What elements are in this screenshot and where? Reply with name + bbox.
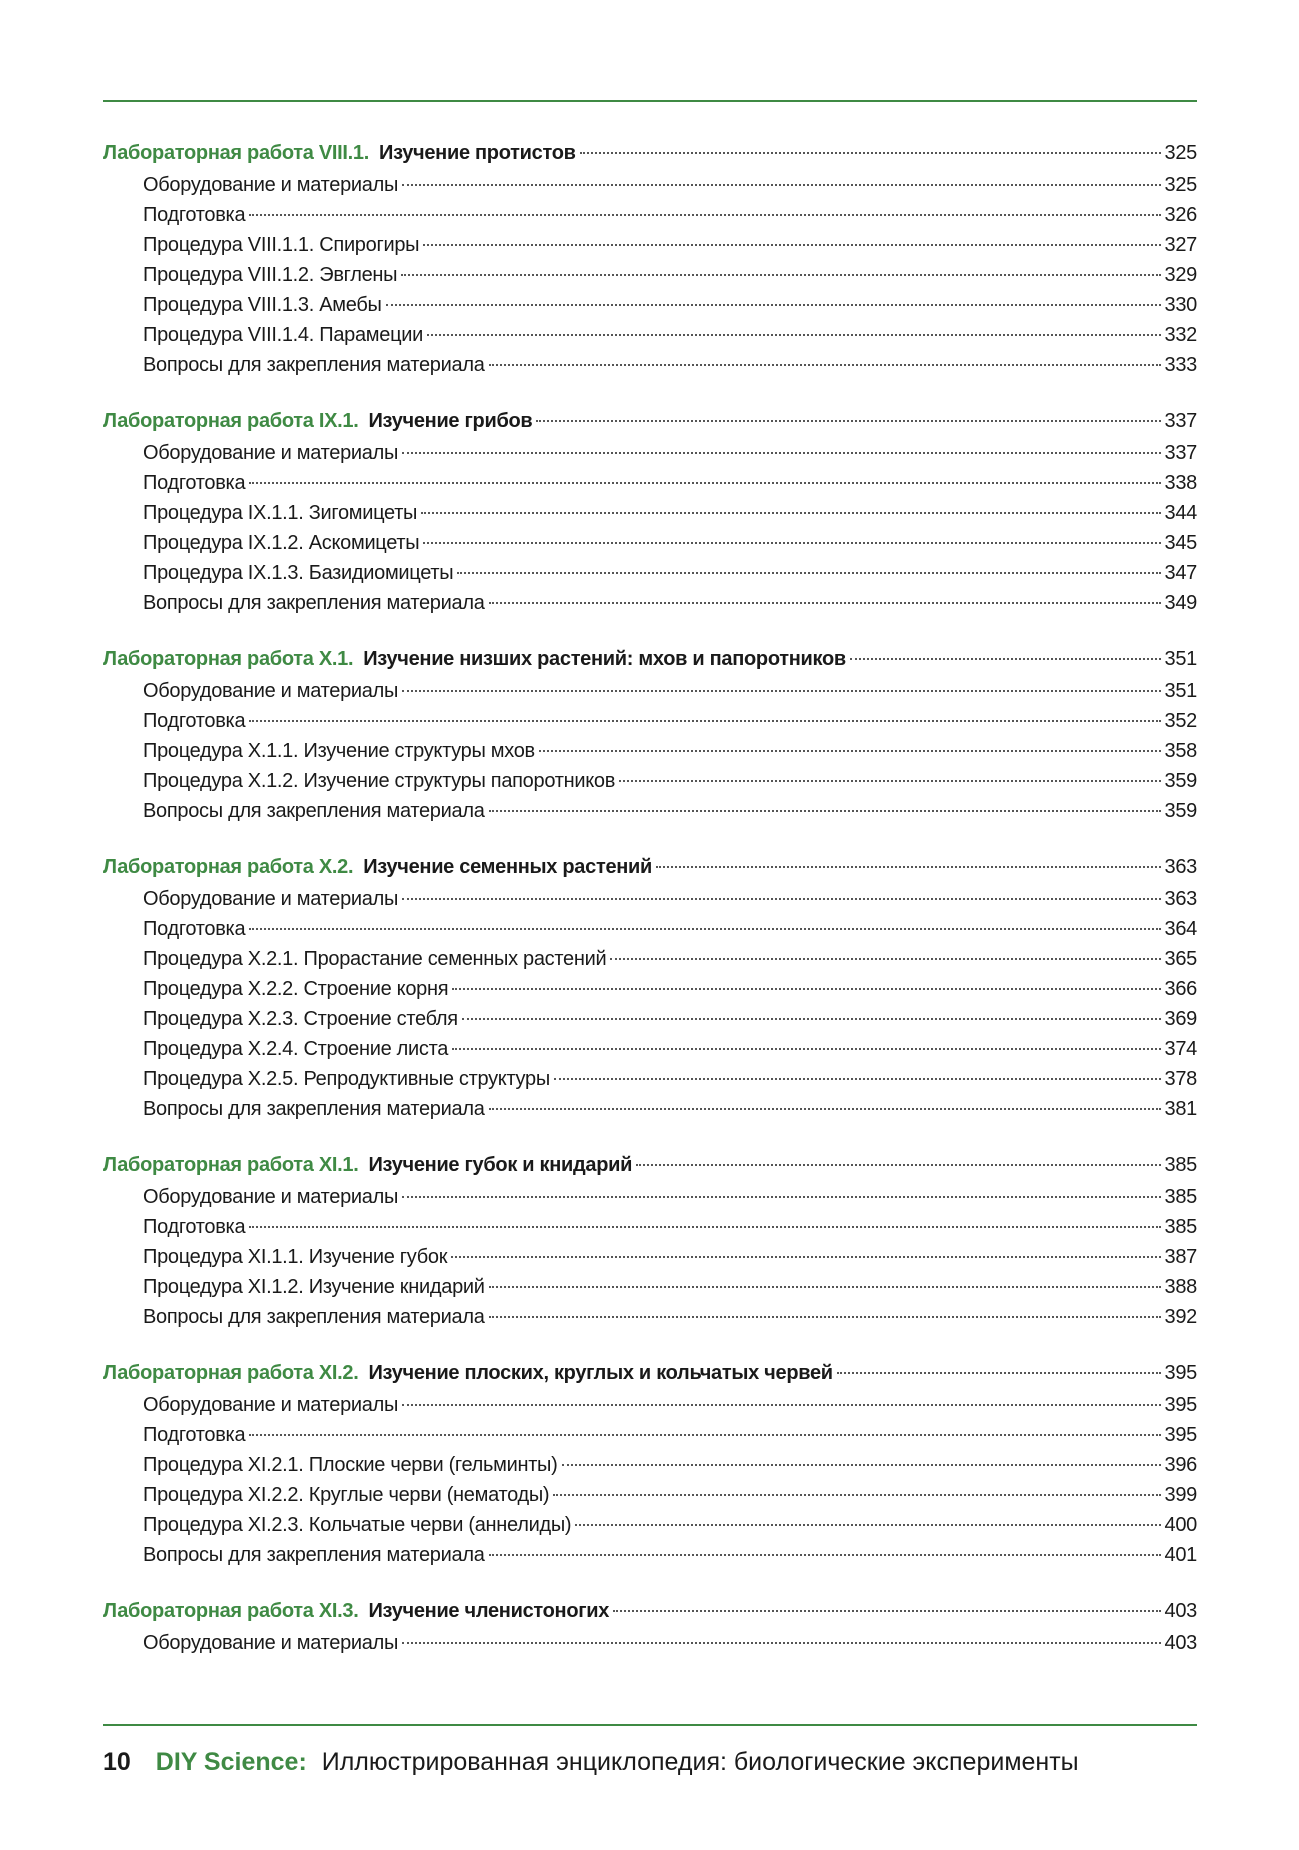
page-ref: 359 — [1164, 800, 1197, 822]
page-ref: 381 — [1164, 1098, 1197, 1120]
dot-leader — [451, 1256, 1160, 1258]
page-ref: 400 — [1164, 1514, 1197, 1536]
page-ref: 337 — [1164, 442, 1197, 464]
toc-entry[interactable] — [103, 944, 1197, 974]
page-footer — [103, 1748, 1079, 1777]
toc-section — [103, 1594, 1197, 1658]
page-ref: 374 — [1164, 1038, 1197, 1060]
entry-label: Оборудование и материалы — [143, 1394, 399, 1416]
entry-label: Подготовка — [143, 204, 246, 226]
dot-leader — [562, 1464, 1161, 1466]
page-ref: 337 — [1164, 410, 1197, 432]
toc-entry[interactable] — [103, 766, 1197, 796]
toc-entry[interactable] — [103, 230, 1197, 260]
lab-title: Изучение низших растений: мхов и папоротников — [363, 648, 846, 670]
page-ref: 395 — [1164, 1424, 1197, 1446]
page-ref: 385 — [1164, 1154, 1197, 1176]
page-ref: 403 — [1164, 1632, 1197, 1654]
toc-entry[interactable] — [103, 914, 1197, 944]
dot-leader — [249, 928, 1160, 930]
page-ref: 349 — [1164, 592, 1197, 614]
page-ref: 329 — [1164, 264, 1197, 286]
page-ref: 385 — [1164, 1186, 1197, 1208]
entry-label: Подготовка — [143, 1216, 246, 1238]
page-ref: 352 — [1164, 710, 1197, 732]
dot-leader — [423, 244, 1160, 246]
toc-entry[interactable] — [103, 706, 1197, 736]
dot-leader — [489, 364, 1161, 366]
entry-label: Оборудование и материалы — [143, 1632, 399, 1654]
toc-entry[interactable] — [103, 1420, 1197, 1450]
toc-section — [103, 136, 1197, 380]
page-ref: 388 — [1164, 1276, 1197, 1298]
page-ref: 403 — [1164, 1600, 1197, 1622]
toc-entry[interactable] — [103, 974, 1197, 1004]
page-ref: 392 — [1164, 1306, 1197, 1328]
entry-label: Процедура X.1.2. Изучение структуры папоротников — [143, 770, 616, 792]
dot-leader — [249, 214, 1160, 216]
toc-entry[interactable] — [103, 588, 1197, 618]
dot-leader — [489, 810, 1161, 812]
page-ref: 385 — [1164, 1216, 1197, 1238]
page-ref: 358 — [1164, 740, 1197, 762]
page-ref: 333 — [1164, 354, 1197, 376]
toc-section-heading[interactable] — [103, 136, 1197, 170]
page-ref: 365 — [1164, 948, 1197, 970]
toc-entry[interactable] — [103, 320, 1197, 350]
toc-entry[interactable] — [103, 290, 1197, 320]
dot-leader — [489, 1108, 1161, 1110]
entry-label: Процедура X.2.3. Строение стебля — [143, 1008, 458, 1030]
page-ref: 395 — [1164, 1362, 1197, 1384]
entry-label: Процедура X.2.5. Репродуктивные структуры — [143, 1068, 550, 1090]
page-ref: 378 — [1164, 1068, 1197, 1090]
dot-leader — [402, 1196, 1160, 1198]
toc-entry[interactable] — [103, 1182, 1197, 1212]
dot-leader — [427, 334, 1161, 336]
toc-entry[interactable] — [103, 200, 1197, 230]
dot-leader — [489, 1316, 1161, 1318]
lab-number: Лабораторная работа XI.1. — [103, 1154, 359, 1176]
bottom-divider — [103, 1724, 1197, 1726]
lab-title: Изучение членистоногих — [368, 1600, 610, 1622]
lab-number: Лабораторная работа VIII.1. — [103, 142, 369, 164]
dot-leader — [489, 602, 1161, 604]
dot-leader — [553, 1494, 1160, 1496]
toc-section — [103, 850, 1197, 1124]
toc-entry[interactable] — [103, 1212, 1197, 1242]
toc-section-heading[interactable] — [103, 1594, 1197, 1628]
dot-leader — [462, 1018, 1161, 1020]
dot-leader — [539, 750, 1161, 752]
dot-leader — [613, 1610, 1160, 1612]
toc-entry[interactable] — [103, 1004, 1197, 1034]
entry-label: Процедура XI.2.3. Кольчатые черви (аннелиды) — [143, 1514, 572, 1536]
dot-leader — [636, 1164, 1160, 1166]
dot-leader — [249, 1226, 1160, 1228]
entry-label: Оборудование и материалы — [143, 442, 399, 464]
dot-leader — [402, 1404, 1160, 1406]
lab-title: Изучение семенных растений — [363, 856, 653, 878]
toc-section — [103, 642, 1197, 826]
dot-leader — [554, 1078, 1161, 1080]
dot-leader — [386, 304, 1161, 306]
entry-label: Процедура XI.2.1. Плоские черви (гельминты) — [143, 1454, 558, 1476]
dot-leader — [402, 184, 1160, 186]
entry-label: Подготовка — [143, 1424, 246, 1446]
entry-label: Вопросы для закрепления материала — [143, 592, 485, 614]
page-ref: 326 — [1164, 204, 1197, 226]
dot-leader — [402, 898, 1160, 900]
dot-leader — [402, 1642, 1160, 1644]
entry-label: Процедура IX.1.2. Аскомицеты — [143, 532, 420, 554]
toc-entry[interactable] — [103, 884, 1197, 914]
toc-entry[interactable] — [103, 1390, 1197, 1420]
toc-entry[interactable] — [103, 736, 1197, 766]
page-ref: 363 — [1164, 888, 1197, 910]
toc-section — [103, 1148, 1197, 1332]
dot-leader — [850, 658, 1161, 660]
dot-leader — [401, 274, 1160, 276]
page-ref: 366 — [1164, 978, 1197, 1000]
toc-entry[interactable] — [103, 468, 1197, 498]
page-ref: 359 — [1164, 770, 1197, 792]
toc-entry[interactable] — [103, 1064, 1197, 1094]
lab-number: Лабораторная работа X.2. — [103, 856, 354, 878]
top-divider — [103, 100, 1197, 102]
dot-leader — [421, 512, 1160, 514]
page-ref: 338 — [1164, 472, 1197, 494]
table-of-contents — [103, 136, 1197, 1682]
entry-label: Подготовка — [143, 918, 246, 940]
page-ref: 344 — [1164, 502, 1197, 524]
toc-section-heading[interactable] — [103, 1148, 1197, 1182]
dot-leader — [402, 690, 1160, 692]
dot-leader — [580, 152, 1161, 154]
toc-entry[interactable] — [103, 796, 1197, 826]
toc-entry[interactable] — [103, 438, 1197, 468]
toc-entry[interactable] — [103, 1540, 1197, 1570]
dot-leader — [457, 572, 1160, 574]
lab-title: Изучение губок и книдарий — [368, 1154, 633, 1176]
dot-leader — [489, 1554, 1161, 1556]
toc-entry[interactable] — [103, 1302, 1197, 1332]
entry-label: Вопросы для закрепления материала — [143, 1098, 485, 1120]
page-ref: 396 — [1164, 1454, 1197, 1476]
toc-entry[interactable] — [103, 1450, 1197, 1480]
toc-entry[interactable] — [103, 170, 1197, 200]
dot-leader — [489, 1286, 1161, 1288]
dot-leader — [249, 1434, 1160, 1436]
page-ref: 332 — [1164, 324, 1197, 346]
toc-section-heading[interactable] — [103, 1356, 1197, 1390]
dot-leader — [536, 420, 1160, 422]
entry-label: Процедура X.1.1. Изучение структуры мхов — [143, 740, 535, 762]
entry-label: Оборудование и материалы — [143, 174, 399, 196]
page-ref: 364 — [1164, 918, 1197, 940]
page-ref: 387 — [1164, 1246, 1197, 1268]
toc-section-heading[interactable] — [103, 850, 1197, 884]
entry-label: Процедура X.2.2. Строение корня — [143, 978, 449, 1000]
entry-label: Вопросы для закрепления материала — [143, 1306, 485, 1328]
entry-label: Подготовка — [143, 710, 246, 732]
toc-entry[interactable] — [103, 498, 1197, 528]
entry-label: Процедура X.2.1. Прорастание семенных растений — [143, 948, 607, 970]
page-ref: 330 — [1164, 294, 1197, 316]
entry-label: Вопросы для закрепления материала — [143, 1544, 485, 1566]
entry-label: Процедура VIII.1.1. Спирогиры — [143, 234, 420, 256]
lab-number: Лабораторная работа XI.2. — [103, 1362, 359, 1384]
entry-label: Процедура VIII.1.4. Парамеции — [143, 324, 423, 346]
page-ref: 363 — [1164, 856, 1197, 878]
dot-leader — [452, 988, 1160, 990]
toc-section — [103, 404, 1197, 618]
dot-leader — [656, 866, 1160, 868]
page-ref: 399 — [1164, 1484, 1197, 1506]
dot-leader — [423, 542, 1160, 544]
page-ref: 325 — [1164, 142, 1197, 164]
entry-label: Процедура IX.1.3. Базидиомицеты — [143, 562, 454, 584]
footer-brand: DIY Science: — [155, 1748, 307, 1776]
toc-entry[interactable] — [103, 350, 1197, 380]
toc-section-heading[interactable] — [103, 404, 1197, 438]
page-ref: 351 — [1164, 680, 1197, 702]
footer-book-title: Иллюстрированная энциклопедия: биологические эксперименты — [321, 1748, 1079, 1776]
dot-leader — [619, 780, 1160, 782]
page-ref: 345 — [1164, 532, 1197, 554]
lab-number: Лабораторная работа XI.3. — [103, 1600, 359, 1622]
dot-leader — [575, 1524, 1160, 1526]
lab-number: Лабораторная работа X.1. — [103, 648, 354, 670]
dot-leader — [249, 720, 1160, 722]
entry-label: Процедура XI.1.2. Изучение книдарий — [143, 1276, 485, 1298]
page-ref: 325 — [1164, 174, 1197, 196]
entry-label: Процедура VIII.1.2. Эвглены — [143, 264, 398, 286]
page-ref: 395 — [1164, 1394, 1197, 1416]
entry-label: Процедура XI.2.2. Круглые черви (нематоды) — [143, 1484, 550, 1506]
page-ref: 401 — [1164, 1544, 1197, 1566]
entry-label: Вопросы для закрепления материала — [143, 354, 485, 376]
toc-section — [103, 1356, 1197, 1570]
entry-label: Процедура VIII.1.3. Амебы — [143, 294, 382, 316]
lab-number: Лабораторная работа IX.1. — [103, 410, 359, 432]
page-ref: 351 — [1164, 648, 1197, 670]
entry-label: Процедура XI.1.1. Изучение губок — [143, 1246, 448, 1268]
page-ref: 327 — [1164, 234, 1197, 256]
lab-title: Изучение плоских, круглых и кольчатых червей — [368, 1362, 833, 1384]
entry-label: Процедура X.2.4. Строение листа — [143, 1038, 449, 1060]
toc-entry[interactable] — [103, 1628, 1197, 1658]
entry-label: Процедура IX.1.1. Зигомицеты — [143, 502, 418, 524]
toc-entry[interactable] — [103, 1272, 1197, 1302]
entry-label: Вопросы для закрепления материала — [143, 800, 485, 822]
entry-label: Оборудование и материалы — [143, 680, 399, 702]
page-number: 10 — [103, 1748, 131, 1776]
page-ref: 369 — [1164, 1008, 1197, 1030]
dot-leader — [402, 452, 1160, 454]
toc-entry[interactable] — [103, 676, 1197, 706]
dot-leader — [452, 1048, 1160, 1050]
toc-entry[interactable] — [103, 528, 1197, 558]
toc-entry[interactable] — [103, 1242, 1197, 1272]
entry-label: Оборудование и материалы — [143, 888, 399, 910]
toc-entry[interactable] — [103, 1094, 1197, 1124]
toc-entry[interactable] — [103, 1034, 1197, 1064]
page-ref: 347 — [1164, 562, 1197, 584]
entry-label: Подготовка — [143, 472, 246, 494]
entry-label: Оборудование и материалы — [143, 1186, 399, 1208]
toc-section-heading[interactable] — [103, 642, 1197, 676]
dot-leader — [610, 958, 1160, 960]
toc-entry[interactable] — [103, 1510, 1197, 1540]
dot-leader — [249, 482, 1160, 484]
lab-title: Изучение протистов — [379, 142, 576, 164]
dot-leader — [837, 1372, 1161, 1374]
toc-entry[interactable] — [103, 558, 1197, 588]
toc-entry[interactable] — [103, 1480, 1197, 1510]
toc-entry[interactable] — [103, 260, 1197, 290]
lab-title: Изучение грибов — [368, 410, 533, 432]
